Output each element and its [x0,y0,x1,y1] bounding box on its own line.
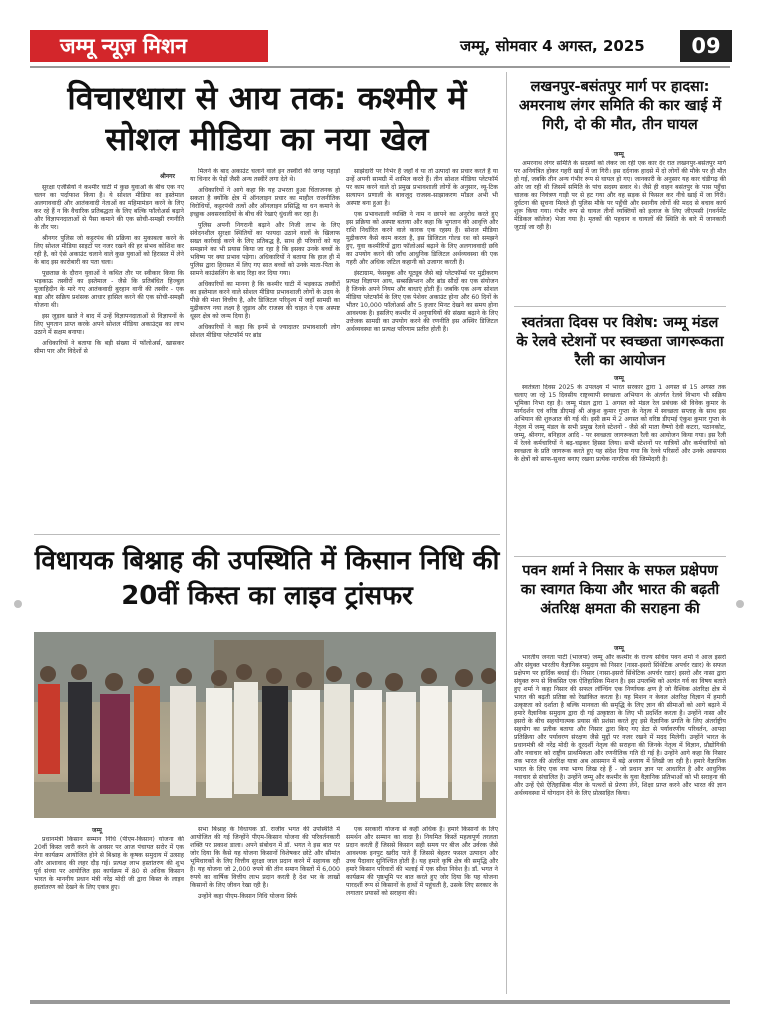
right-divider-1 [514,306,726,307]
paragraph: श्रीनगर पुलिस जो कट्टरपंथ की प्रक्रिया का मुकाबला करने के लिए सोशल मीडिया साइटों पर नजर रखने की हर संभव कोशिश कर रही है, को ऐसे अकाउंट चलाने वाले कुछ युवाओं को हिरासत में लेने के बाद इस कारोबारी का पता चला। [34,235,184,266]
paragraph: अधिकारियों ने कहा कि इनमें से ज्यादातर प्रभावशाली लोग सोशल मीडिया प्लेटफॉर्म पर ब्रांड [190,324,340,339]
right-story3-body [514,654,726,986]
event-photo [34,632,496,818]
paragraph: पूछताछ के दौरान युवाओं ने कथित तौर पर स्वीकार किया कि भड़काऊ तस्वीरों का इस्तेमाल - जैसे कि प्रतिबंधित हिज्बुल मुजाहिदीन के मारे गए आतंकवादी बुरहान वानी की तस्वीर - एक बड़ा और सक्रिय प्रशंसक आधार हासिल करने की एक सोची-समझी योजना थी। [34,270,184,309]
registration-mark-right [736,600,744,608]
newspaper-brand: जम्मू न्यूज़ मिशन [30,30,268,62]
right-story3-headline: पवन शर्मा ने निसार के सफल प्रक्षेपण का स्वागत किया और भारत की बढ़ती अंतरिक्ष क्षमता की सराहना की [520,563,720,617]
paragraph: अधिकारियों ने आगे कहा कि यह उभरता हुआ चिंताजनक हो सकता है क्योंकि क्षेत्र में ऑनलाइन प्रचार का माहौल राजनीतिक विरोधियों, कट्टरपंथी तत्वों और ऑनलाइन प्रसिद्धि या धन कमाने के इच्छुक अवसरवादियों के बीच की रेखाएं धुंधली कर रहा है। [190,187,340,218]
issue-date: जम्मू, सोमवार 4 अगस्त, 2025 [460,37,645,55]
story1-column-3 [346,168,498,528]
paragraph: स्वतंत्रता दिवस 2025 के उपलक्ष्य में भारत सरकार द्वारा 1 अगस्त से 15 अगस्त तक चलाए जा रहे 15 दिवसीय राष्ट्रव्यापी स्वच्छता अभियान के अंतर्गत रेलवे विभाग भी सक्रिय भूमिका निभा रहा है। जम्मू मंडल द्वारा 1 अगस्त को मंडल रेल प्रबंधक श्री विवेक कुमार के मार्गदर्शन एवं वरिष्ठ डीएमई श्री अंकुश कुमार गुप्ता के नेतृत्व में स्वच्छता सप्ताह के साथ इस अभियान की शुरुआत की गई थी। इसी क्रम में 2 अगस्त को वरिष्ठ डीएमई एंकुश कुमार गुप्ता के नेतृत्व में जम्मू मंडल के सभी प्रमुख रेलवे स्टेशनों - जैसे श्री माता वैष्णो देवी कटरा, पठानकोट, जम्मू, श्रीनगर, बनिहाल आदि - पर स्वच्छता जागरूकता रैली का आयोजन किया गया। इस रैली में रेलवे कर्मचारियों ने बढ़-चढ़कर हिस्सा लिया। सभी स्टेशनों पर यात्रियों और कर्मचारियों को स्वच्छता के प्रति जागरूक करते हुए यह संदेश दिया गया कि रेलवे परिसरों और उनके आसपास के क्षेत्रों को साफ-सुथरा बनाए रखना प्रत्येक नागरिक की जिम्मेदारी है। [514,384,726,463]
paragraph: एक सरकारी योजना से कहीं अधिक है। हमारे किसानों के लिए समर्थन और सम्मान का वादा है। नियमित किस्तें महत्वपूर्ण तरलता प्रदान करती हैं जिससे किसान सही समय पर बीज और उर्वरक जैसे आवश्यक इनपुट खरीद पाते हैं जिससे बेहतर फसल उत्पादन और उच्च पैदावार सुनिश्चित होती है। यह हमारे कृषि क्षेत्र की समृद्धि और हमारे किसान परिवारों की भलाई में एक सीधा निवेश है। डॉ. भगत ने कार्यक्रम की पृष्ठभूमि पर बात करते हुए जोर दिया कि यह योजना पारदर्शी रूप से किसानों के हाथों में पहुंचती है, उसके लिए सरकार के लगातार प्रयासों को सराहना की। [346,826,498,897]
right-story2-body [514,384,726,550]
paragraph: भारतीय जनता पार्टी (भाजपा) जम्मू और कश्मीर के राज्य सचिव पवन शर्मा ने आज इसरो और संयुक्त भारतीय वैज्ञानिक समुदाय को निसार (नासा-इसरो सिंथेटिक अपर्चर रडार) के सफल प्रक्षेपण पर हार्दिक बधाई दी। निसार (नासा-इसरो सिंथेटिक अपर्चर रडार) इसरो और नासा द्वारा संयुक्त रूप से विकसित एक ऐतिहासिक मिशन है। इस उपलब्धि को अत्यंत गर्व का विषय बताते हुए शर्मा ने कहा निसार की सफल लॉन्चिंग एक निर्णायक क्षण है जो वैश्विक अंतरिक्ष क्षेत्र में भारत की बढ़ती प्रतिष्ठा को रेखांकित करता है। यह मिशन न केवल अंतरिक्ष विज्ञान में हमारी उत्कृष्टता को दर्शाता है बल्कि मानवता की समृद्धि के लिए ज्ञान की सीमाओं को आगे बढ़ाने में हमारे वैज्ञानिक समुदाय द्वारा दी गई उत्कृष्टता के लिए भी प्रदर्शित करता है। उन्होंने नासा और इसरो के बीच सहयोगात्मक प्रयास की प्रशंसा करते हुए इसे वैज्ञानिक प्रगति के लिए अंतर्राष्ट्रीय सहयोग का प्रतीक बताया और निसार द्वारा किए गए डेटा से पर्यावरणीय परिवर्तन, आपदा प्रतिक्रिया और पर्यावरण संरक्षण जैसे मुद्दों पर नजर रखने में मदद मिलेगी। उन्होंने भारत के प्रधानमंत्री श्री नरेंद्र मोदी के दूरदर्शी नेतृत्व की सराहना की जिनके नेतृत्व में विज्ञान, प्रौद्योगिकी और नवाचार को राष्ट्रीय प्राथमिकता और रणनीतिक गति दी गई है। उन्होंने आगे कहा कि निसार तक भारत की अंतरिक्ष यात्रा अब आसमान में बढ़े अध्याय में लिखी जा रही है। हमारे वैज्ञानिक भारत के लिए एक नया भाग्य लिख रहे हैं - जो प्रधान ज्ञान पर आधारित है और आधुनिक नवाचार से संचालित है। उन्होंने जम्मू और कश्मीर के युवा वैज्ञानिक प्रतिभाओं को भी सराहना की और उन्हें ऐसे ऐतिहासिक मील के पत्थरों से प्रेरणा लेने, शिक्षा प्राप्त करने और भारत की ज्ञान अर्थव्यवस्था में योगदान देने के लिए प्रोत्साहित किया। [514,654,726,797]
paragraph: साझेदारी पर निर्भर हैं जहाँ वे या तो उत्पादों का प्रचार करते हैं या उन्हें अपनी सामग्री में शामिल करते हैं। तीन सोशल मीडिया प्लेटफॉर्म पर काम करने वाले दो प्रमुख प्रभावशाली लोगों के अनुसार, व्यू-टिक सत्यापन प्रणाली के बावजूद राजस्व-साझाकरण मॉडल अभी भी अस्पष्ट बना हुआ है। [346,168,498,207]
paragraph: सभा बिश्नाह के विधायक डॉ. राजीव भगत की उपस्थिति में आयोजित की गई जिन्होंने पीएम-किसान योजना की परिवर्तनकारी शक्ति पर प्रकाश डाला। अपने संबोधन में डॉ. भगत ने इस बात पर जोर दिया कि कैसे यह योजना किसानों विशेषकर छोटे और सीमांत भूमिधारकों के लिए वित्तीय सुरक्षा जाल प्रदान करने में सहायक रही है। यह योजना जो 2,000 रुपये की तीन समान किस्तों में 6,000 रुपये का वार्षिक वित्तीय लाभ प्रदान करती है देश भर के लाखों किसानों के लिए जीवन रेखा रही है। [190,826,340,889]
right-story1-headline: लखनपुर-बसंतपुर मार्ग पर हादसा: अमरनाथ लंगर समिति की कार खाई में गिरी, दो की मौत, तीन घायल [518,79,722,133]
page-number: 09 [680,30,732,62]
paragraph: पुलिस अपनी निगरानी बढ़ाने और निजी लाभ के लिए संवेदनशील सुरक्षा स्थितियों का फायदा उठाने वालों के खिलाफ सख्त कार्रवाई करने के लिए प्रतिबद्ध है, साथ ही परिवारों को यह समझाने का भी प्रयास किया जा रहा है कि इसका उनके बच्चों के भविष्य पर क्या प्रभाव पड़ेगा। अधिकारियों ने बताया कि हाल ही में पुलिस द्वारा हिरासत में लिए गए सात बच्चों को उनके माता-पिता के सामने काउंसलिंग के बाद रिहा कर दिया गया। [190,222,340,277]
paragraph: प्रधानमंत्री किसान सम्मान निधि (पीएम-किसान) योजना की 20वीं किस्त जारी करने के अवसर पर आज पंचायत सरोर में एक मेगा कार्यक्रम आयोजित होने से बिश्नाह के कृषक समुदाय में उत्साह और आशावाद की लहर दौड़ गई। प्रत्यक्ष लाभ हस्तांतरण की शुभ पूर्व संध्या पर आयोजित इस कार्यक्रम में 80 से अधिक किसान भारत के माननीय प्रधान मंत्री नरेंद्र मोदी जी द्वारा किस्त के लाइव हस्तांतरण को देखने के लिए एकत्र हुए। [34,836,184,891]
paragraph: इस जुड़ाव खाते ने बाद में उन्हें विज्ञापनदाताओं से विज्ञापनों के लिए भुगतान प्राप्त करके अपने सोशल मीडिया अकाउंट्स का लाभ उठाने में सक्षम बनाया। [34,313,184,336]
story1-headline: विचारधारा से आय तक: कश्मीर में सोशल मीडिया का नया खेल [67,79,467,158]
paragraph: उन्होंने कहा पीएम-किसान निधि योजना सिर्फ [198,893,297,900]
paragraph: सुरक्षा एजेंसियों ने कश्मीर घाटी में कुछ युवाओं के बीच एक नए चलन का पर्दाफाश किया है। ये सोशल मीडिया का इस्तेमाल अलगाववादी और आतंकवादी नेताओं का महिमामंडन करने के लिए कर रहे हैं न कि वैचारिक प्रतिबद्धता के लिए बल्कि फॉलोअर्स बढ़ाने और विज्ञापनदाताओं से पैसा कमाने की एक सोची-समझी रणनीति के तौर पर। [34,184,184,231]
story1-column-2 [190,168,340,528]
story2-column-1 [34,836,184,986]
masthead-divider [30,66,730,68]
paragraph: अधिकारियों का मानना है कि कश्मीर घाटी में भड़काऊ तस्वीरों का इस्तेमाल करने वाले सोशल मीडिया प्रभावशाली लोगों के उदय के पीछे की मंशा वित्तीय है, और डिजिटल परिदृश्य में जहाँ सामग्री का मुद्रीकरण नया लक्ष्य है जुड़ाव और राजस्व की चाहत ने एक अस्पष्ट धूसर क्षेत्र को जन्म दिया है। [190,281,340,320]
masthead [30,30,730,64]
story1-dateline: श्रीनगर [160,173,175,180]
crowd-photo-image [34,632,496,818]
footer-bar [30,1000,730,1004]
right-story3-dateline: जम्मू [614,645,624,652]
right-story1-dateline: जम्मू [614,151,624,158]
story2-dateline: जम्मू [92,827,102,834]
right-story1-body [514,160,726,300]
paragraph: अमरनाथ लंगर समिति के सदस्यों को लेकर जा रही एक कार देर रात लखनपुर-बसंतपुर मार्ग पर अनियंत्रित होकर गहरी खाई में जा गिरी। इस दर्दनाक हादसे में दो लोगों की मौके पर ही मौत हो गई, जबकि तीन अन्य गंभीर रूप से घायल हो गए। जानकारी के अनुसार यह कार चंडीगढ़ की ओर जा रही थी जिसमें समिति के पांच सदस्य सवार थे। जैसे ही वाहन बसंतपुर के पास पहुँचा चालक का नियंत्रण गाड़ी पर से हट गया और वह सड़क से फिसल कर नीचे खाई में जा गिरी। दुर्घटना की सूचना मिलते ही पुलिस मौके पर पहुँची और स्थानीय लोगों की मदद से बचाव कार्य शुरू किया गया। गंभीर रूप से घायल तीनों व्यक्तियों को इलाज के लिए जीएमसी (गवर्नमेंट मेडिकल कॉलेज) भेजा गया है। मृतकों की पहचान व घायलों की स्थिति के बारे में जानकारी जुटाई जा रही है। [514,160,726,231]
paragraph: इंस्टाग्राम, फेसबुक और यूट्यूब जैसे बड़े प्लेटफॉर्म्स पर मुद्रीकरण प्रत्यक्ष विज्ञापन आय, सब्सक्रिप्शन और ब्रांड सौदों का एक संयोजन है जिनके अपने नियम और बाधाएं होती हैं। जबकि एक अन्य सोशल मीडिया प्लेटफॉर्म के लिए एक पेशेवर अकाउंट होना और 60 दिनों के भीतर 10,000 फॉलोअर्स और 5 हजार मिनट देखने का समय होना आवश्यक है। इसलिए कश्मीर में अनुयायियों की संख्या बढ़ाने के लिए उत्तेजक सामग्री का उपयोग करने की रणनीति इस अस्थिर डिजिटल अर्थव्यवस्था का प्रत्यक्ष परिणाम प्रतीत होती है। [346,270,498,333]
story2-column-3 [346,826,498,986]
right-story2-headline: स्वतंत्रता दिवस पर विशेष: जम्मू मंडल के रेलवे स्टेशनों पर स्वच्छता जागरूकता रैली का आयोजन [516,315,724,369]
paragraph: अधिकारियों ने बताया कि बड़ी संख्या में फॉलोअर्स, खासकर सीमा पार और विदेशों से [34,340,184,355]
registration-mark-left [14,600,22,608]
story2-headline: विधायक बिश्नाह की उपस्थिति में किसान निधि की 20वीं किस्त का लाइव ट्रांसफर [34,546,500,611]
paragraph: मिलने के बाद अकाउंट चलाने वाले इन तस्वीरों की जगह पहाड़ों या चिनार के पेड़ों जैसी अन्य तस्वीरें लगा देते थे। [190,168,340,183]
section-divider [34,534,500,535]
right-story2-dateline: जम्मू [614,375,624,382]
paragraph: एक प्रभावशाली व्यक्ति ने नाम न छापने का अनुरोध करते हुए इस प्रक्रिया को अस्पष्ट बताया और कहा कि भुगतान की आवृत्ति और राशि निर्धारित करने वाले कारक एक रहस्य हैं। सोशल मीडिया मुद्रीकरण कैसे काम करता है, इस डिजिटल गोल्ड रश को समझने हुए, युवा कश्मीरियों द्वारा फॉलोअर्स बढ़ाने के लिए अलगाववादी छवि का उपयोग करने की जाँच आधुनिक डिजिटल अर्थव्यवस्था की एक गहरी और अधिक जटिल कहानी को उजागर करती है। [346,211,498,266]
story1-column-1 [34,184,184,528]
right-divider-2 [514,556,726,557]
story2-column-2 [190,826,340,986]
column-divider [506,72,507,994]
